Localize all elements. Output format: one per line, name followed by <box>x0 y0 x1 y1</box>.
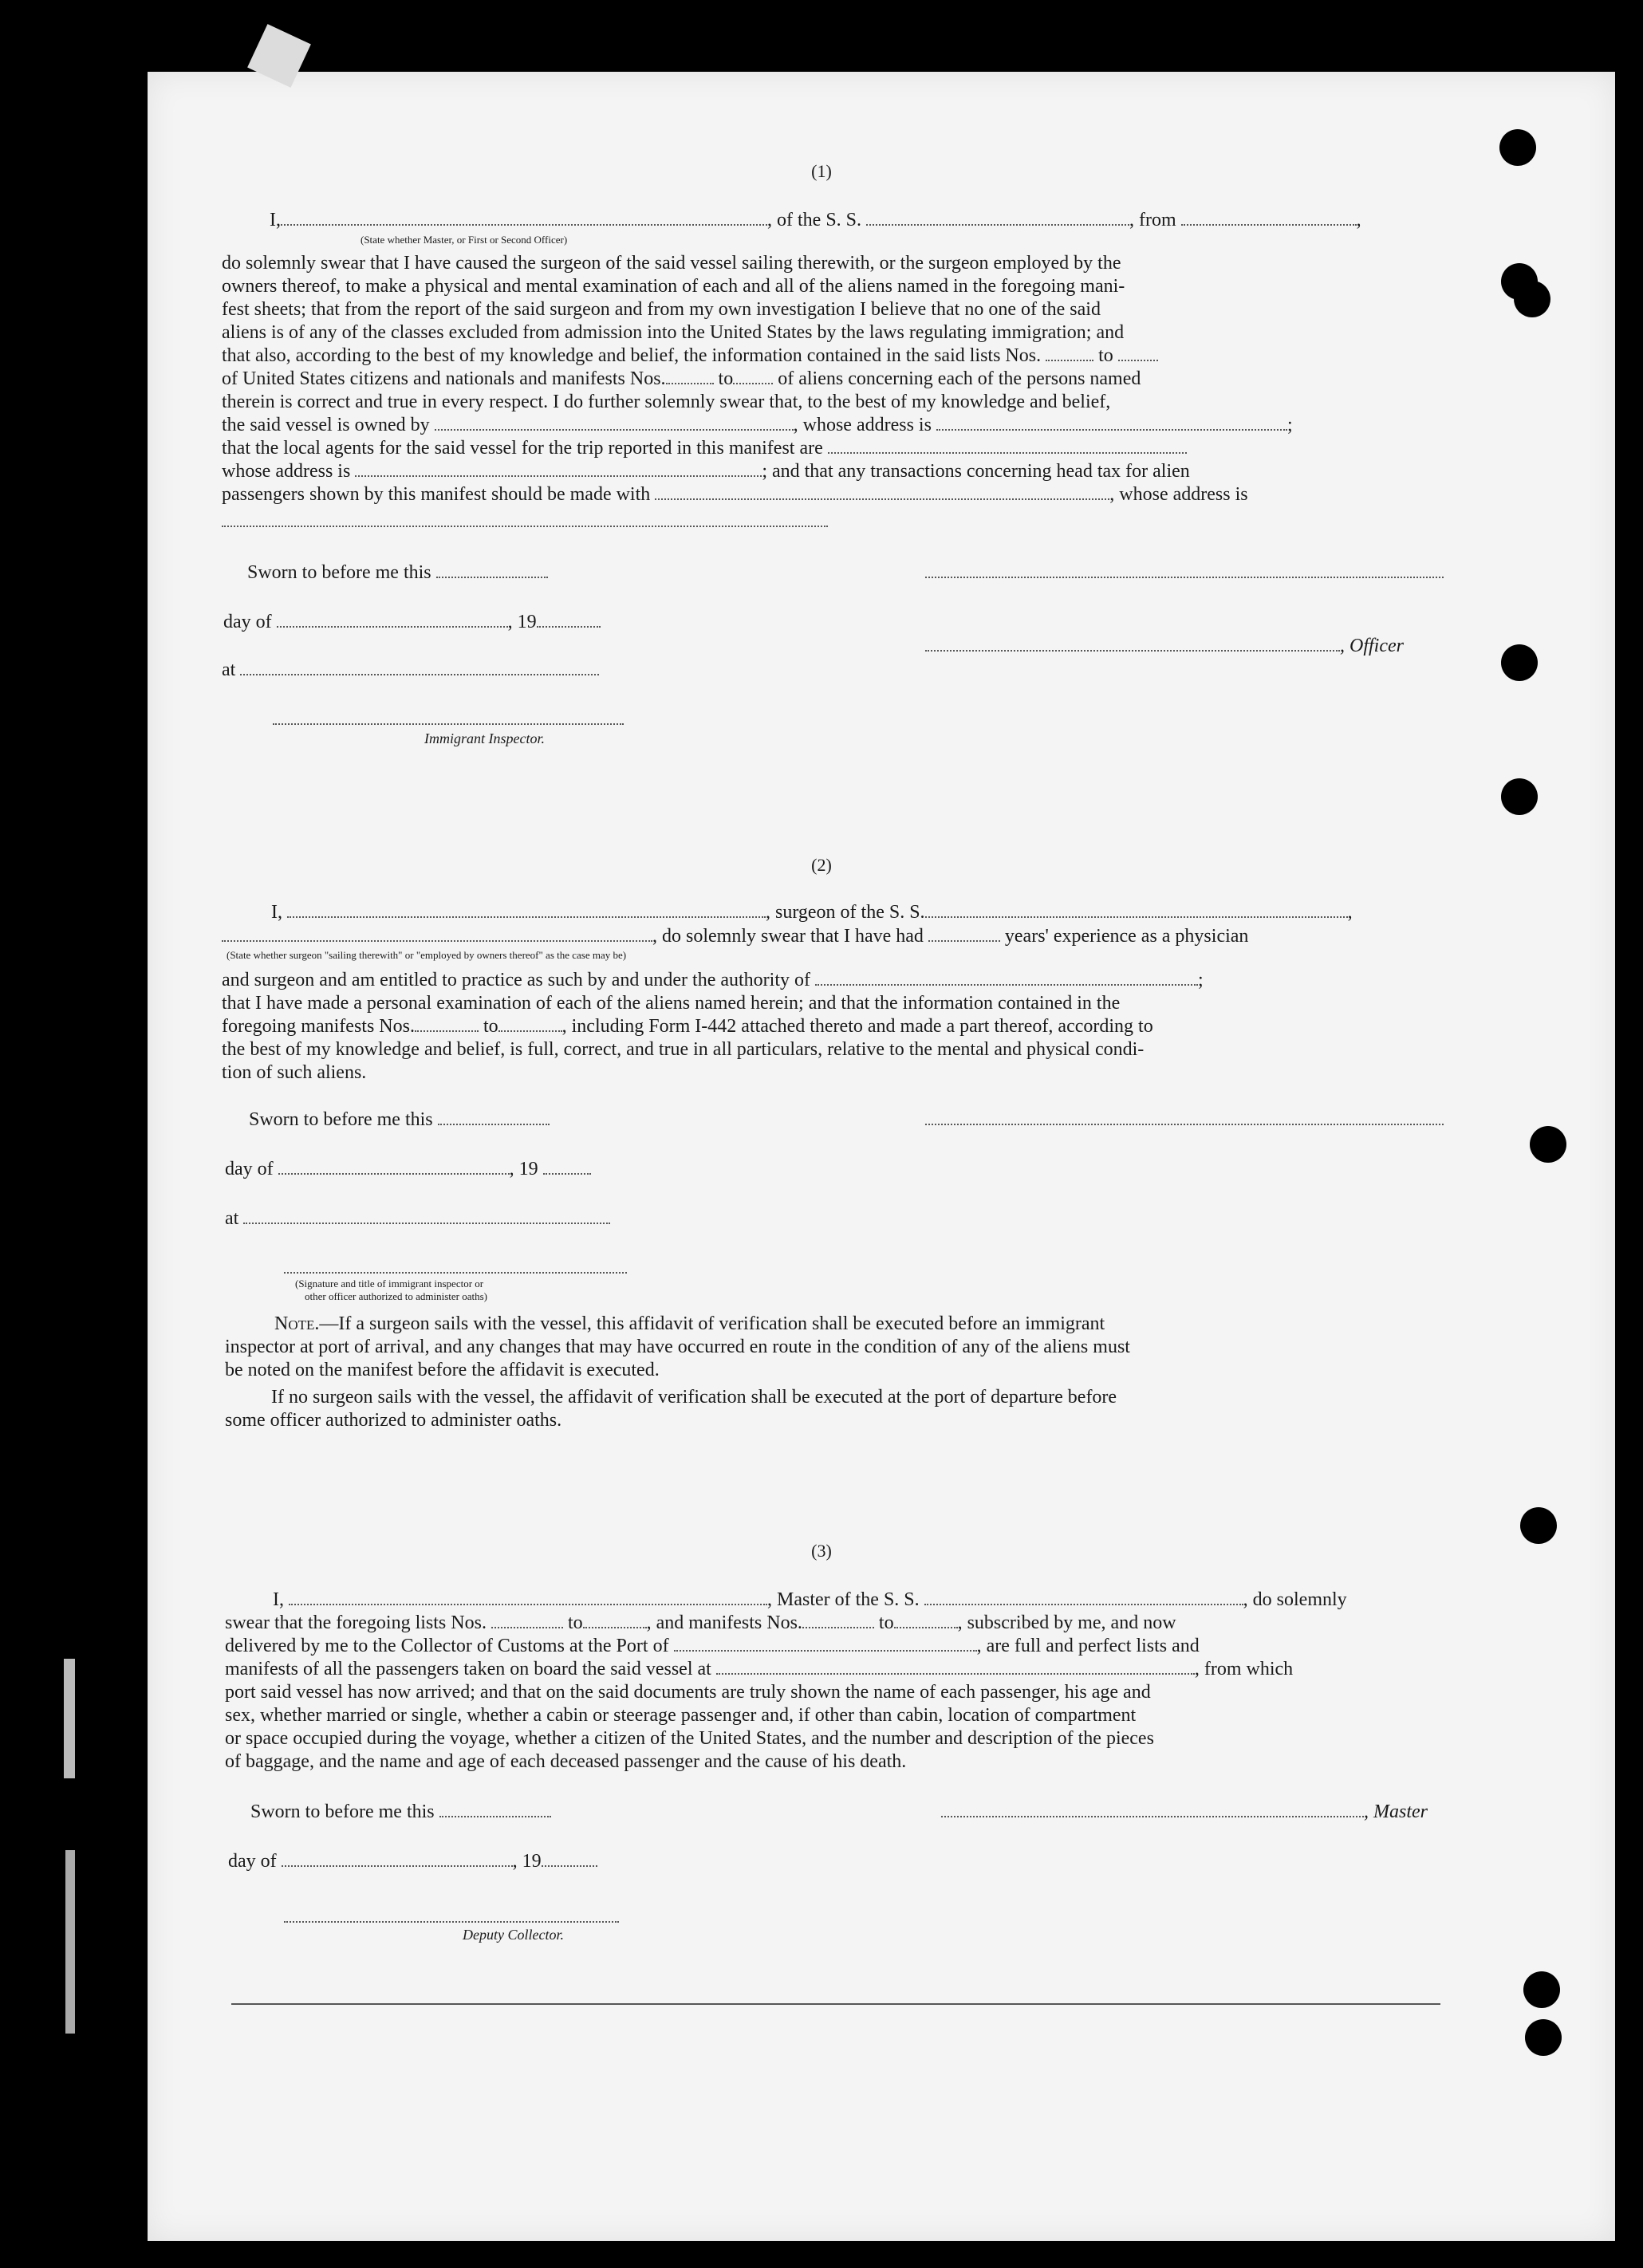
line-text: , surgeon of the S. S. <box>766 902 925 923</box>
line-text: , including Form I-442 attached thereto and made a part thereof, according to <box>561 1016 1153 1037</box>
lists-to-field[interactable] <box>1118 345 1158 361</box>
line-text: day of <box>228 1851 277 1872</box>
line-text: I, <box>270 210 281 230</box>
line-text: I, <box>273 1589 284 1610</box>
local-agents-field[interactable] <box>828 438 1187 454</box>
officer-signature-field[interactable] <box>925 562 1444 578</box>
line-text: of aliens concerning each of the persons named <box>778 368 1141 389</box>
line-text: , do solemnly swear that I have had <box>652 926 924 947</box>
head-tax-agent-field[interactable] <box>655 484 1109 500</box>
line-text: , of the S. S. <box>767 210 862 230</box>
paragraph-line: owners thereof, to make a physical and mental examination of each and all of the aliens named in the foregoing mani- <box>222 276 1125 297</box>
line-text: ; <box>1286 415 1293 435</box>
form-line <box>222 510 828 533</box>
line-text: delivered by me to the Collector of Customs at the Port of <box>225 1636 669 1656</box>
collector-signature-field[interactable] <box>284 1907 619 1923</box>
manifests-from-field[interactable] <box>802 1612 874 1628</box>
surgeon-name-field[interactable] <box>287 902 766 918</box>
head-tax-address-field[interactable] <box>222 511 828 527</box>
note-line: inspector at port of arrival, and any changes that may have occurred en route in the condition of any of the aliens must <box>225 1337 1130 1357</box>
surgeon-signature-field[interactable] <box>925 1109 1444 1125</box>
line-text: the said vessel is owned by <box>222 415 430 435</box>
surgeon-status-field[interactable] <box>222 926 652 942</box>
line-text: whose address is <box>222 461 351 482</box>
line-text: that also, according to the best of my knowledge and belief, the information contained in the said lists Nos. <box>222 345 1042 366</box>
note-line <box>274 1313 1105 1335</box>
form-line <box>222 414 1293 436</box>
form-line <box>225 1635 1200 1657</box>
paragraph-line: therein is correct and true in every respect. I do further solemnly swear that, to the best of my knowledge and belief, <box>222 392 1111 412</box>
line-text: Sworn to before me this <box>249 1109 433 1130</box>
paragraph-line: that I have made a personal examination of each of the aliens named herein; and that the information contained in the <box>222 993 1121 1014</box>
manifests-from-field[interactable] <box>415 1016 479 1032</box>
line-text: swear that the foregoing lists Nos. <box>225 1612 487 1633</box>
inspector-signature-field[interactable] <box>284 1258 627 1274</box>
signature-caption: Immigrant Inspector. <box>424 730 545 746</box>
line-text: day of <box>223 612 272 632</box>
signature-caption: Deputy Collector. <box>463 1927 564 1943</box>
form-line: I, , of the S. S. , from , <box>270 210 1361 230</box>
bottom-rule <box>231 2003 1440 2005</box>
note-line: If no surgeon sails with the vessel, the affidavit of verification shall be executed at the port of departure before <box>271 1387 1117 1408</box>
line-text: , from which <box>1194 1659 1294 1679</box>
line-text: to <box>878 1612 894 1633</box>
paragraph-line: port said vessel has now arrived; and that on the said documents are truly shown the name of each passenger, his age and <box>225 1682 1151 1703</box>
lists-from-field[interactable] <box>491 1612 563 1628</box>
line-text: to <box>718 368 734 389</box>
note-line: some officer authorized to administer oaths. <box>225 1410 562 1431</box>
year-field[interactable] <box>537 612 601 628</box>
officer-title-field[interactable] <box>925 636 1340 652</box>
embark-port-field[interactable] <box>716 1659 1195 1675</box>
authority-field[interactable] <box>815 970 1198 986</box>
line-text: at <box>225 1208 239 1229</box>
paragraph-line: the best of my knowledge and belief, is full, correct, and true in all particulars, relative to the mental and physical condi- <box>222 1039 1145 1060</box>
section-number: (2) <box>811 855 832 875</box>
signature-caption: other officer authorized to administer oaths) <box>305 1290 487 1302</box>
punch-hole <box>1514 281 1550 317</box>
line-text: , whose address is <box>1109 484 1248 505</box>
line-text: to <box>567 1612 583 1633</box>
punch-hole <box>1501 644 1538 681</box>
form-line <box>222 368 1141 390</box>
line-text: , and manifests Nos. <box>646 1612 802 1633</box>
line-text: ; <box>1198 970 1204 990</box>
line-text: of United States citizens and nationals and manifests Nos. <box>222 368 666 389</box>
form-line <box>222 969 1204 991</box>
port-field[interactable] <box>674 1636 977 1652</box>
form-line <box>225 1158 591 1180</box>
line-text: , 19 <box>512 1851 542 1872</box>
line-text: , Master of the S. S. <box>767 1589 920 1610</box>
form-line <box>225 1612 1176 1634</box>
line-text: ; and that any transactions concerning head tax for alien <box>762 461 1190 482</box>
edge-mark <box>65 1850 75 2034</box>
line-text: years' experience as a physician <box>1004 926 1249 947</box>
form-line <box>925 635 1404 657</box>
form-line <box>247 561 548 584</box>
owner-address-field[interactable] <box>936 415 1287 431</box>
line-text: —If a surgeon sails with the vessel, this affidavit of verification shall be executed before an immigrant <box>319 1313 1105 1334</box>
field-note: (State whether surgeon "sailing therewith" or "employed by owners thereof" as the case may be) <box>227 949 627 961</box>
form-line <box>284 1257 627 1279</box>
from-port-field[interactable] <box>1181 210 1357 226</box>
line-text: , from <box>1129 210 1176 230</box>
form-line <box>225 1658 1293 1680</box>
years-field[interactable] <box>928 926 1000 942</box>
paragraph-line: aliens is of any of the classes excluded from admission into the United States by the laws regulating immigration; and <box>222 322 1125 343</box>
paragraph-line: do solemnly swear that I have caused the surgeon of the said vessel sailing therewith, or the surgeon employed by the <box>222 253 1121 274</box>
form-line <box>222 659 599 681</box>
signature-caption: (Signature and title of immigrant inspector or <box>295 1278 484 1290</box>
line-text: , do solemnly <box>1243 1589 1347 1610</box>
master-name-field[interactable] <box>281 210 767 226</box>
agents-address-field[interactable] <box>355 461 762 477</box>
form-line <box>228 1850 597 1872</box>
day-field[interactable] <box>282 1851 513 1867</box>
section-number: (3) <box>811 1541 832 1561</box>
line-text: , are full and perfect lists and <box>976 1636 1200 1656</box>
form-line <box>273 1589 1347 1611</box>
place-field[interactable] <box>240 660 599 675</box>
paragraph-line: or space occupied during the voyage, whether a citizen of the United States, and the number and description of the pieces <box>225 1728 1154 1749</box>
manifests-to-field[interactable] <box>894 1612 958 1628</box>
line-text: Sworn to before me this <box>247 562 431 583</box>
manifests-to-field[interactable] <box>733 368 773 384</box>
form-line <box>223 611 601 633</box>
line-text: Sworn to before me this <box>250 1801 435 1822</box>
form-line <box>222 460 1190 482</box>
sworn-date-field[interactable] <box>438 1109 550 1125</box>
line-text: and surgeon and am entitled to practice as such by and under the authority of <box>222 970 810 990</box>
year-field[interactable] <box>543 1159 591 1175</box>
paragraph-line: of baggage, and the name and age of each deceased passenger and the cause of his death. <box>225 1751 907 1772</box>
owner-field[interactable] <box>435 415 794 431</box>
form-line <box>222 1015 1153 1038</box>
place-field[interactable] <box>243 1208 610 1224</box>
paragraph-line: sex, whether married or single, whether a cabin or steerage passenger and, if other than cabin, location of compartment <box>225 1705 1137 1726</box>
field-note: (State whether Master, or First or Second Officer) <box>361 234 568 246</box>
form-line <box>222 483 1248 506</box>
line-text: , <box>1347 902 1353 923</box>
line-text: , Officer <box>1340 636 1404 656</box>
form-line <box>249 1108 550 1131</box>
master-name-field[interactable] <box>289 1589 767 1605</box>
vessel-name-field[interactable] <box>924 1589 1243 1605</box>
manifests-to-field[interactable] <box>498 1016 562 1032</box>
line-text: , 19 <box>507 612 537 632</box>
form-line <box>271 901 1353 923</box>
line-text: , subscribed by me, and now <box>957 1612 1176 1633</box>
line-text: foregoing manifests Nos. <box>222 1016 415 1037</box>
edge-mark <box>64 1659 75 1778</box>
line-text: , 19 <box>509 1159 538 1179</box>
line-text: to <box>483 1016 498 1037</box>
day-field[interactable] <box>277 612 508 628</box>
line-text: to <box>1098 345 1113 366</box>
line-text: day of <box>225 1159 274 1179</box>
form-line <box>225 1207 610 1230</box>
line-text: I, <box>271 902 282 923</box>
punch-hole <box>1525 2019 1562 2056</box>
punch-hole <box>1523 1971 1560 2008</box>
day-field[interactable] <box>278 1159 510 1175</box>
sworn-date-field[interactable] <box>439 1801 551 1817</box>
paragraph-line: fest sheets; that from the report of the said surgeon and from my own investigation I believe that no one of the said <box>222 299 1101 320</box>
line-text: manifests of all the passengers taken on board the said vessel at <box>225 1659 711 1679</box>
section-number: (1) <box>811 161 832 181</box>
line-text: , Master <box>1364 1801 1428 1822</box>
inspector-signature-field[interactable] <box>273 709 624 725</box>
year-field[interactable] <box>542 1851 597 1867</box>
punch-hole <box>1501 778 1538 815</box>
form-line <box>222 345 1158 367</box>
form-line <box>941 1801 1428 1823</box>
paragraph-line: tion of such aliens. <box>222 1062 367 1083</box>
line-text: passengers shown by this manifest should be made with <box>222 484 651 505</box>
punch-hole <box>1520 1507 1557 1544</box>
vessel-name-field[interactable] <box>866 210 1129 226</box>
form-line <box>222 437 1187 459</box>
sworn-date-field[interactable] <box>436 562 548 578</box>
lists-from-field[interactable] <box>1046 345 1093 361</box>
form-line <box>250 1801 551 1823</box>
line-text: at <box>222 660 236 680</box>
form-line <box>284 1906 619 1928</box>
line-text: that the local agents for the said vessel for the trip reported in this manifest are <box>222 438 823 459</box>
lists-to-field[interactable] <box>583 1612 647 1628</box>
note-line: be noted on the manifest before the affidavit is executed. <box>225 1360 660 1380</box>
form-line <box>925 561 1444 584</box>
line-text: , whose address is <box>793 415 932 435</box>
vessel-name-field[interactable] <box>925 902 1348 918</box>
form-line <box>925 1108 1444 1131</box>
master-signature-field[interactable] <box>941 1801 1364 1817</box>
note-label: Note. <box>274 1313 320 1334</box>
form-line <box>222 925 1248 947</box>
manifests-from-field[interactable] <box>666 368 714 384</box>
punch-hole <box>1530 1126 1566 1163</box>
